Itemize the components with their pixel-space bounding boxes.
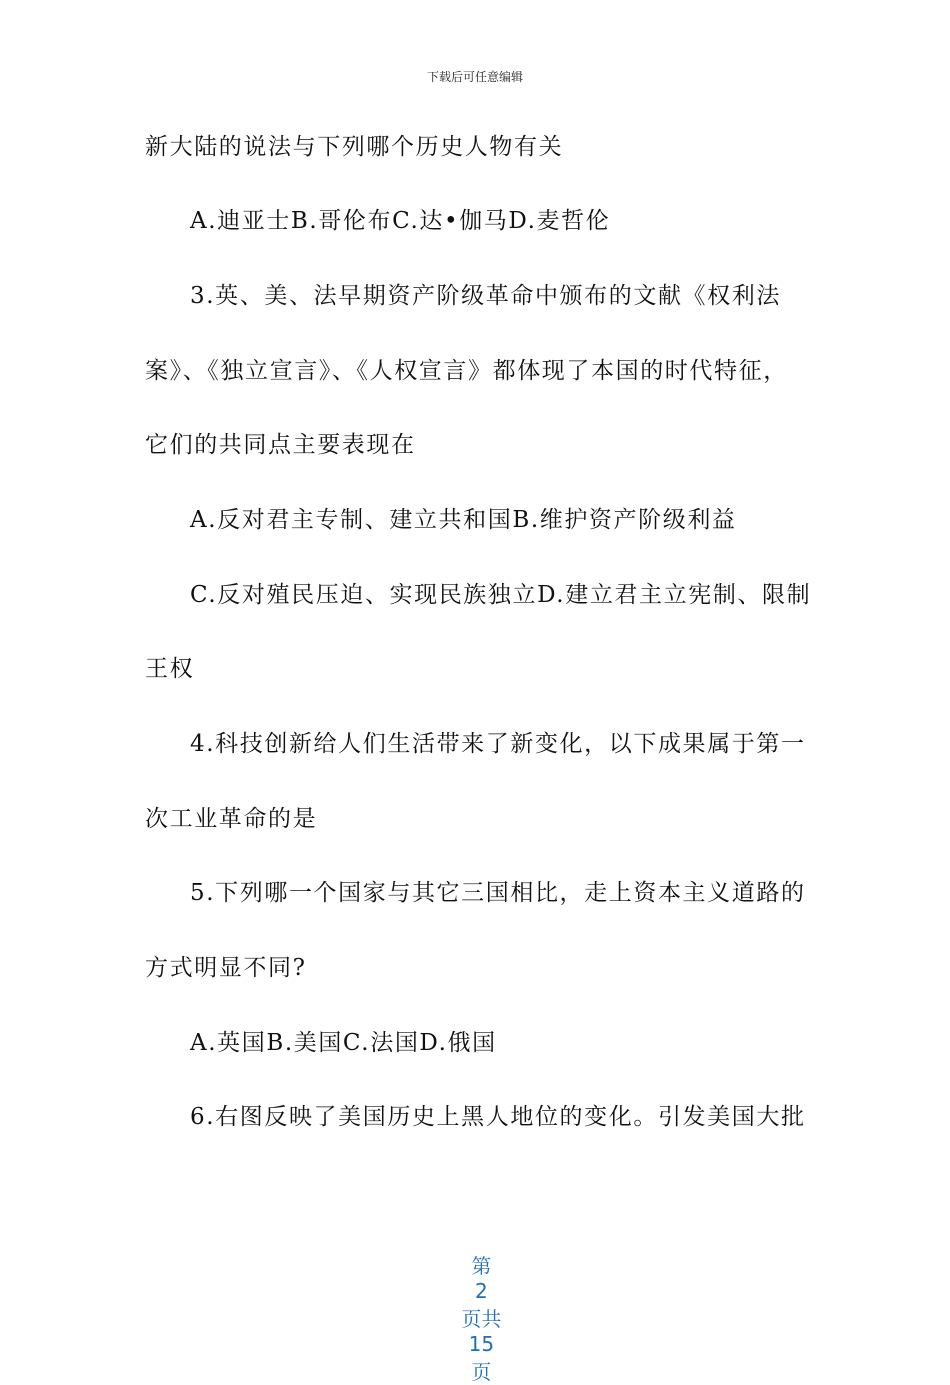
answer-options-line: C.反对殖民压迫、实现民族独立D.建立君主立宪制、限制	[190, 582, 812, 608]
page-mid: 页共	[461, 1307, 502, 1331]
text-line: 次工业革命的是	[145, 806, 318, 832]
answer-options-line: A.反对君主专制、建立共和国B.维护资产阶级利益	[190, 507, 737, 533]
text-line: 王权	[145, 656, 195, 682]
question-6-line: 6.右图反映了美国历史上黑人地位的变化。引发美国大批	[190, 1104, 806, 1130]
answer-options-line: A.英国B.美国C.法国D.俄国	[190, 1030, 497, 1056]
question-3-line: 3.英、美、法早期资产阶级革命中颁布的文献《权利法	[190, 283, 781, 309]
page-suffix: 页	[471, 1360, 492, 1384]
page-total: 15	[468, 1332, 495, 1356]
question-5-line: 5.下列哪一个国家与其它三国相比，走上资本主义道路的	[190, 880, 806, 906]
page-footer	[0, 1226, 950, 1385]
page-number: 2	[474, 1279, 488, 1303]
text-line: 新大陆的说法与下列哪个历史人物有关	[145, 134, 564, 160]
text-line: 案》、《独立宣言》、《人权宣言》都体现了本国的时代特征，	[145, 358, 788, 384]
answer-options-line: A.迪亚士B.哥伦布C.达•伽马D.麦哲伦	[190, 208, 611, 234]
question-4-line: 4.科技创新给人们生活带来了新变化，以下成果属于第一	[190, 731, 806, 757]
page-header: 下载后可任意编辑	[426, 70, 523, 84]
page-prefix: 第	[471, 1254, 492, 1278]
text-line: 方式明显不同?	[145, 955, 307, 981]
text-line: 它们的共同点主要表现在	[145, 432, 416, 458]
